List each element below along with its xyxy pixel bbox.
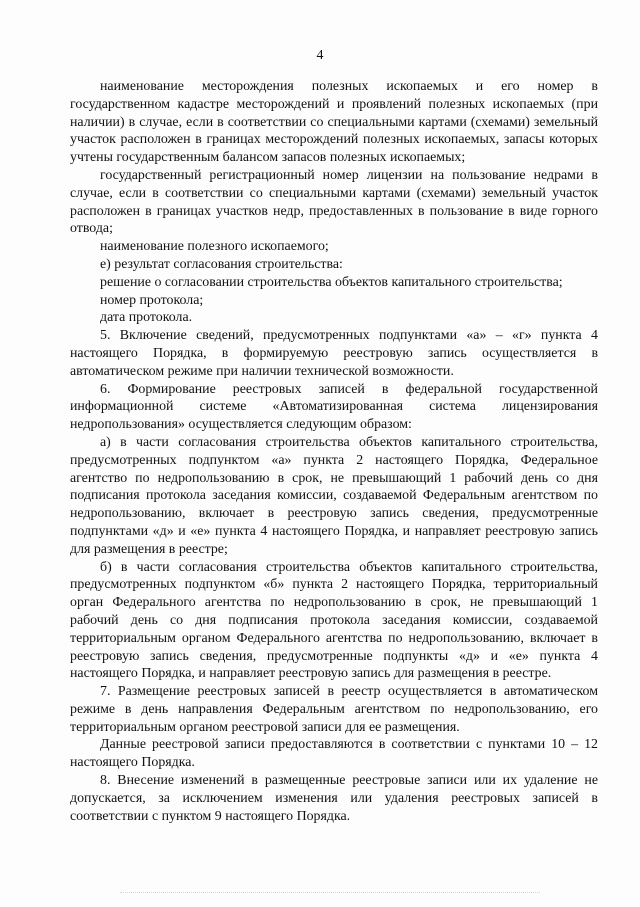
paragraph-deposit-name: наименование месторождения полезных ископаемых и его номер в государственном кадастре месторождений и проявлений полезных ископаемых (при наличии) в случае, если в соответствии со специальными картами (схемами) земельный участок расположен в границах месторождений полезных ископаемых, запасы которых учтены государственным балансом запасов полезных ископаемых; xyxy=(70,79,598,166)
paragraph-data-provision: Данные реестровой записи предоставляются в соответствии с пунктами 10 – 12 настоящего Порядка. xyxy=(70,737,598,771)
paragraph-protocol-number: номер протокола; xyxy=(100,292,204,308)
document-body xyxy=(70,78,598,825)
page-number: 4 xyxy=(316,48,324,63)
paragraph-result-heading: е) результат согласования строительства: xyxy=(100,256,343,272)
paragraph-item-5: 5. Включение сведений, предусмотренных подпунктами «а» – «г» пункта 4 настоящего Порядка, в формируемую реестровую запись осуществляется в автоматическом режиме при наличии технической возможности. xyxy=(70,328,598,379)
paragraph-item-6: 6. Формирование реестровых записей в федеральной государственной информационной системе «Автоматизированная система лицензирования недропользования» осуществляется следующим образом: xyxy=(70,381,598,433)
paragraph-item-6a: а) в части согласования строительства объектов капитального строительства, предусмотренных подпунктом «а» пункта 2 настоящего Порядка, Федеральное агентство по недропользованию в срок, не превышающий 1 рабочий день со дня подписания протокола заседания комиссии, создаваемой Федеральным агентством по недропользованию, включает в реестровую запись сведения, предусмотренные подпунктами «д» и «е» пункта 4 настоящего Порядка, и направляет реестровую запись для размещения в реестре; xyxy=(70,434,598,557)
paragraph-item-7: 7. Размещение реестровых записей в реестр осуществляется в автоматическом режиме в день направления Федеральным агентством по недропользованию, его территориальным органом реестровой записи для ее размещения. xyxy=(70,684,598,735)
paragraph-item-6b: б) в части согласования строительства объектов капитального строительства, предусмотренных подпунктом «б» пункта 2 настоящего Порядка, территориальный орган Федерального агентства по недропользованию в срок, не превышающий 1 рабочий день со дня подписания протокола заседания комиссии, создаваемой территориальным органом Федерального агентства по недропользованию, включает в реестровую запись сведения, предусмотренные подпункты «д» и «е» пункта 4 настоящего Порядка, и направляет реестровую запись для размещения в реестре. xyxy=(70,559,598,682)
scan-artifact-line xyxy=(120,892,540,895)
paragraph-decision: решение о согласовании строительства объектов капитального строительства; xyxy=(100,274,563,290)
paragraph-license-number: государственный регистрационный номер лицензии на пользование недрами в случае, если в соответствии со специальными картами (схемами) земельный участок расположен в границах участков недр, предоставленных в пользование в виде горного отвода; xyxy=(70,167,598,237)
paragraph-mineral-name: наименование полезного ископаемого; xyxy=(100,239,329,255)
paragraph-protocol-date: дата протокола. xyxy=(100,310,193,326)
paragraph-item-8: 8. Внесение изменений в размещенные реестровые записи или их удаление не допускается, за исключением изменения или удаления реестровых записей в соответствии с пунктом 9 настоящего Порядка. xyxy=(70,773,598,824)
